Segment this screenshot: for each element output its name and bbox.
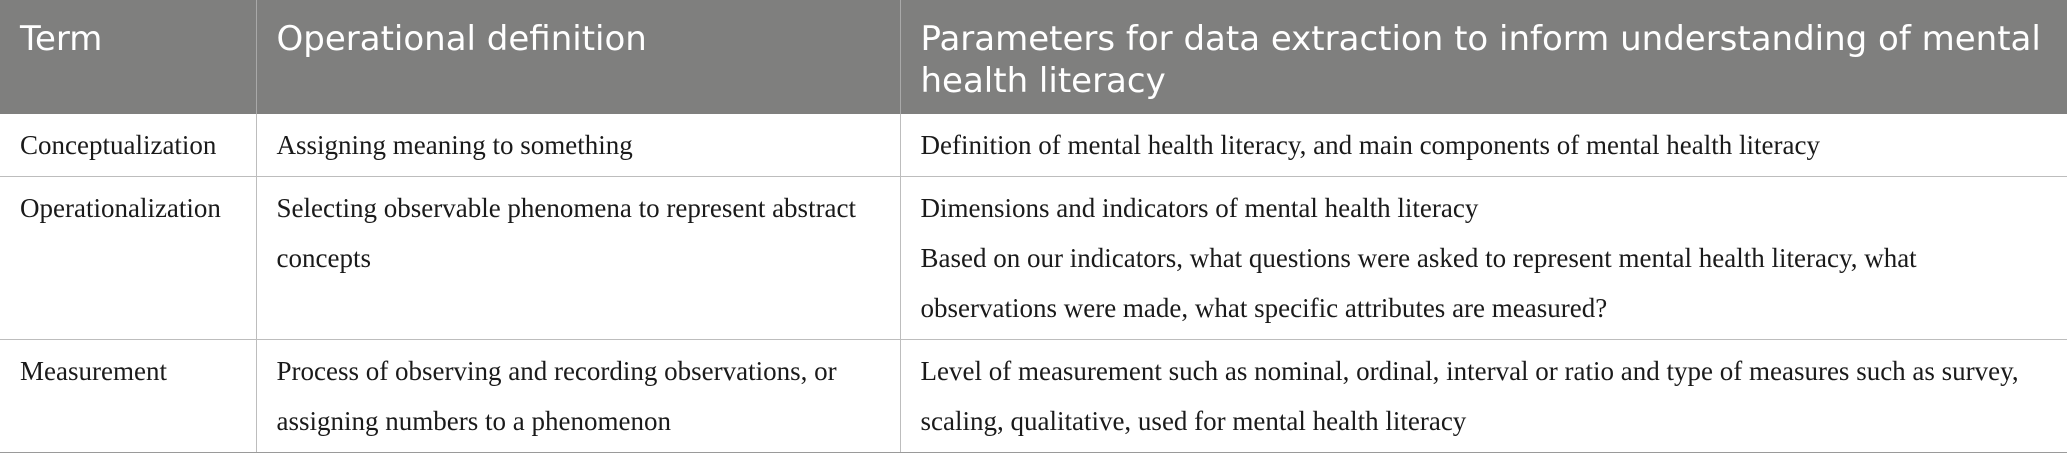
table-body xyxy=(0,114,2067,453)
parameter-line: Definition of mental health literacy, and main components of mental health literacy xyxy=(920,130,1820,160)
header-term: Term xyxy=(0,0,256,114)
cell-parameters xyxy=(900,177,2067,340)
parameter-line: Based on our indicators, what questions were asked to represent mental health literacy, what observations were made, what specific attributes are measured? xyxy=(920,243,1917,323)
table-row xyxy=(0,114,2067,177)
cell-parameters xyxy=(900,340,2067,453)
table-row xyxy=(0,177,2067,340)
header-operational-definition: Operational definition xyxy=(256,0,900,114)
cell-definition: Process of observing and recording observations, or assigning numbers to a phenomenon xyxy=(256,340,900,453)
cell-term: Operationalization xyxy=(0,177,256,340)
cell-parameters xyxy=(900,114,2067,177)
cell-term: Measurement xyxy=(0,340,256,453)
cell-term: Conceptualization xyxy=(0,114,256,177)
header-row xyxy=(0,0,2067,114)
cell-definition: Assigning meaning to something xyxy=(256,114,900,177)
cell-definition: Selecting observable phenomena to represent abstract concepts xyxy=(256,177,900,340)
header-parameters: Parameters for data extraction to inform understanding of mental health literacy xyxy=(900,0,2067,114)
parameter-line: Dimensions and indicators of mental health literacy xyxy=(920,193,1479,223)
parameter-line: Level of measurement such as nominal, ordinal, interval or ratio and type of measures such as survey, scaling, qualitative, used for mental health literacy xyxy=(920,356,2019,436)
table-row xyxy=(0,340,2067,453)
table-header xyxy=(0,0,2067,114)
